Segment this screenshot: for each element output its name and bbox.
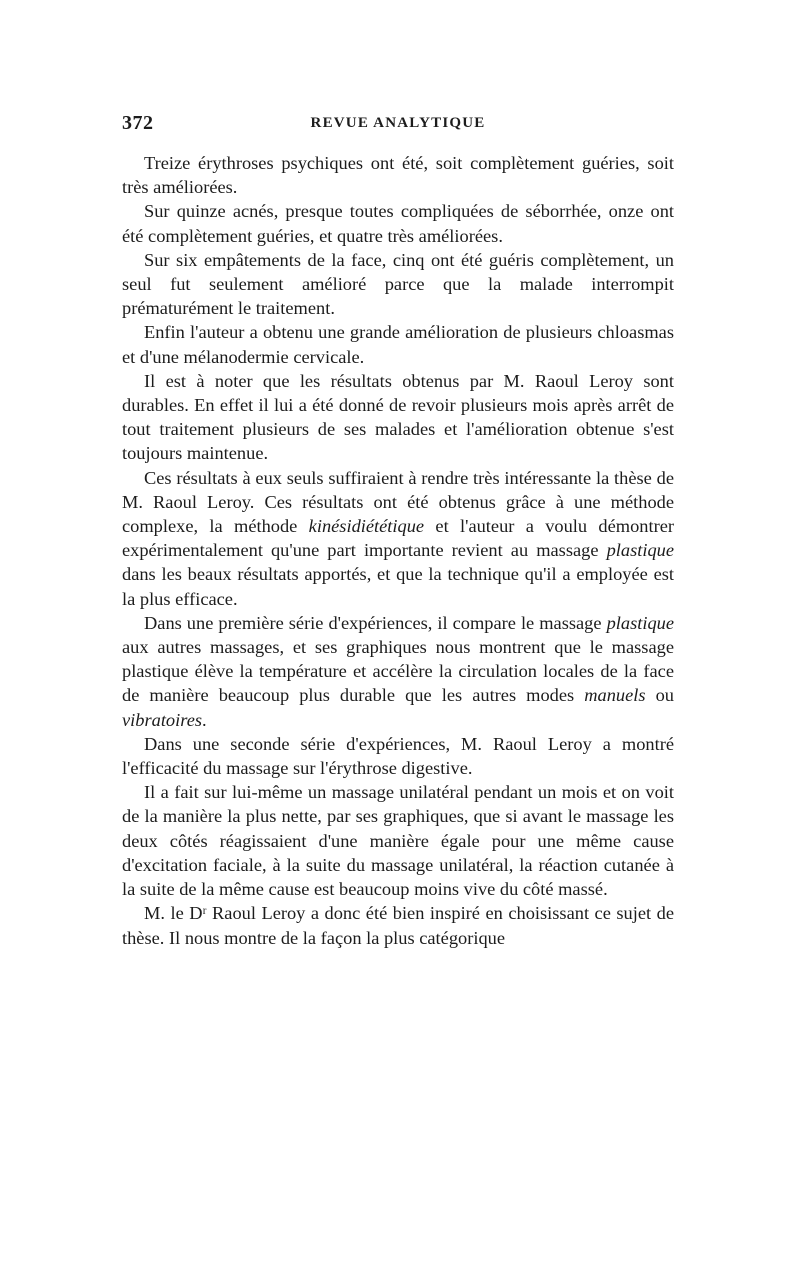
text-run: et l'auteur a voulu démontrer expérimentalement qu'une part importante revient au massage [122, 516, 674, 561]
text-run: dans les beaux résultats apportés, et que la technique qu'il a employée est la plus efficace. [122, 564, 674, 609]
article-body [122, 151, 674, 950]
running-title: REVUE ANALYTIQUE [310, 115, 486, 131]
paragraph: M. le Dʳ Raoul Leroy a donc été bien inspiré en choisissant ce sujet de thèse. Il nous montre de la façon la plus catégorique [122, 903, 674, 948]
italic-term: kinésidiététique [308, 516, 425, 537]
paragraph: Il est à noter que les résultats obtenus par M. Raoul Leroy sont durables. En effet il lui a été donné de revoir plusieurs mois après arrêt de tout traitement plusieurs de ses malades et l'amélioration obtenue s'est toujours maintenue. [122, 370, 674, 464]
page-number: 372 [122, 112, 154, 134]
paragraph: Sur six empâtements de la face, cinq ont été guéris complètement, un seul fut seulement amélioré parce que la malade interrompit prématurément le traitement. [122, 249, 674, 319]
text-run: ou [645, 685, 674, 706]
italic-term: manuels [584, 685, 646, 706]
paragraph: Enfin l'auteur a obtenu une grande amélioration de plusieurs chloasmas et d'une mélanodermie cervicale. [122, 322, 674, 367]
italic-term: plastique [606, 612, 674, 633]
italic-term: plastique [606, 540, 674, 561]
page-header [122, 112, 674, 136]
italic-term: vibratoires [122, 709, 203, 730]
text-run: Ces résultats à eux seuls suffiraient à rendre très intéressante la thèse de M. Raoul Leroy. Ces résultats ont été obtenus grâce à une méthode complexe, la méthode [122, 467, 674, 537]
text-run: . [202, 709, 207, 730]
paragraph: Il a fait sur lui-même un massage unilatéral pendant un mois et on voit de la manière la plus nette, par ses graphiques, que si avant le massage les deux côtés réagissaient d'une manière égale pour une même cause d'excitation faciale, à la suite du massage unilatéral, la réaction cutanée à la suite de la même cause est beaucoup moins vive du côté massé. [122, 782, 674, 900]
text-run: Dans une première série d'expériences, il compare le massage [144, 612, 607, 633]
paragraph: Dans une seconde série d'expériences, M. Raoul Leroy a montré l'efficacité du massage sur l'érythrose digestive. [122, 733, 674, 779]
paragraph [122, 611, 674, 732]
paragraph: Treize érythroses psychiques ont été, soit complètement guéries, soit très améliorées. [122, 153, 674, 198]
paragraph: Sur quinze acnés, presque toutes compliquées de séborrhée, onze ont été complètement guéries, et quatre très améliorées. [122, 201, 674, 246]
paragraph [122, 466, 674, 611]
text-run: aux autres massages, et ses graphiques nous montrent que le massage plastique élève la température et accélère la circulation locales de la face de manière beaucoup plus durable que les autres modes [122, 637, 674, 706]
